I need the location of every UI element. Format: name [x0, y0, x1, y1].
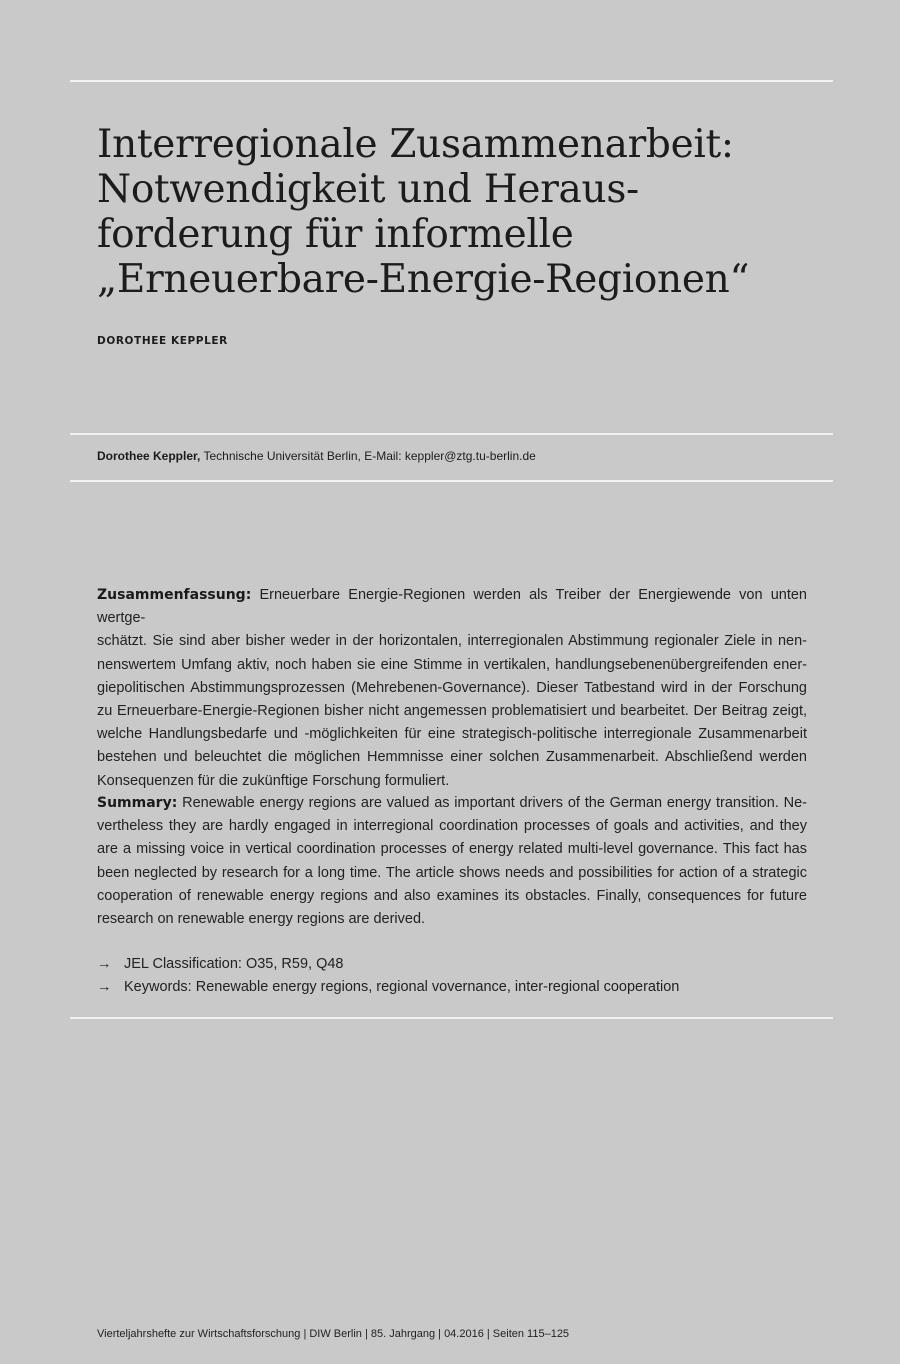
summary-line: been neglected by research for a long time. The article shows needs and possibilities for action of a strategic — [97, 864, 807, 881]
bottom-rule — [70, 1017, 833, 1019]
affiliation-top-rule — [70, 433, 833, 435]
abstract-line: Konsequenzen für die zukünftige Forschung formuliert. — [97, 772, 450, 789]
jel-classification — [97, 953, 679, 976]
top-rule — [70, 80, 833, 82]
article-title — [97, 122, 817, 302]
jel-text: JEL Classification: O35, R59, Q48 — [124, 956, 344, 972]
summary-line: cooperation of renewable energy regions and also examines its obstacles. Finally, consequences for future — [97, 887, 807, 904]
summary-text: Renewable energy regions are valued as important drivers of the German energy transition. Ne- — [177, 795, 807, 811]
zusammenfassung-label: Zusammenfassung: — [97, 587, 252, 603]
summary-label: Summary: — [97, 795, 178, 811]
abstract-line: bestehen und beleuchtet die möglichen Hemmnisse einer solchen Zusammenarbeit. Abschließend werden — [97, 749, 807, 766]
title-line: Notwendigkeit und Heraus- — [97, 167, 639, 212]
keywords — [97, 976, 679, 999]
abstract-line: giepolitischen Abstimmungsprozessen (Mehrebenen-Governance). Dieser Tatbestand wird in der Forschung — [97, 679, 807, 696]
arrow-right-icon: → — [97, 979, 112, 995]
title-line: „Erneuerbare-Energie-Regionen“ — [97, 257, 750, 302]
arrow-right-icon: → — [97, 956, 112, 972]
author-affiliation — [97, 449, 536, 463]
abstract-line: welche Handlungsbedarfe und -möglichkeiten für eine strategisch-politische interregionale Zusammenarbeit — [97, 726, 807, 743]
summary-line: vertheless they are hardly engaged in interregional coordination processes of goals and activities, and they — [97, 818, 807, 835]
affiliation-bottom-rule — [70, 480, 833, 482]
abstract-line: zu Erneuerbare-Energie-Regionen bisher nicht angemessen problematisiert und bearbeitet. Der Beitrag zeigt, — [97, 703, 807, 720]
summary-line: research on renewable energy regions are derived. — [97, 911, 426, 928]
abstract-text: Erneuerbare Energie-Regionen werden als Treiber der Energiewende von unten wertge- — [97, 587, 807, 627]
author-byline: DOROTHEE KEPPLER — [97, 335, 228, 347]
abstract-line: nenswertem Umfang aktiv, noch haben sie eine Stimme in vertikalen, handlungsebenenübergreifenden ener- — [97, 656, 807, 673]
journal-footer: Vierteljahrshefte zur Wirtschaftsforschung | DIW Berlin | 85. Jahrgang | 04.2016 | Seiten 115–125 — [97, 1328, 570, 1340]
title-line: forderung für informelle — [97, 212, 574, 257]
keywords-text: Keywords: Renewable energy regions, regional vovernance, inter-regional cooperation — [124, 979, 680, 995]
summary-line: are a missing voice in vertical coordination processes of energy related multi-level governance. This fact has — [97, 841, 807, 858]
zusammenfassung-paragraph — [97, 584, 807, 793]
affiliation-details: Technische Universität Berlin, E-Mail: keppler@ztg.tu-berlin.de — [200, 449, 536, 463]
classification-list — [97, 953, 679, 999]
summary-line — [97, 792, 807, 815]
abstract-line: schätzt. Sie sind aber bisher weder in der horizontalen, interregionalen Abstimmung regionaler Ziele in nen- — [97, 633, 807, 650]
summary-paragraph — [97, 792, 807, 931]
affiliation-name: Dorothee Keppler, — [97, 449, 201, 463]
title-line: Interregionale Zusammenarbeit: — [97, 122, 734, 167]
abstract-line — [97, 584, 807, 630]
